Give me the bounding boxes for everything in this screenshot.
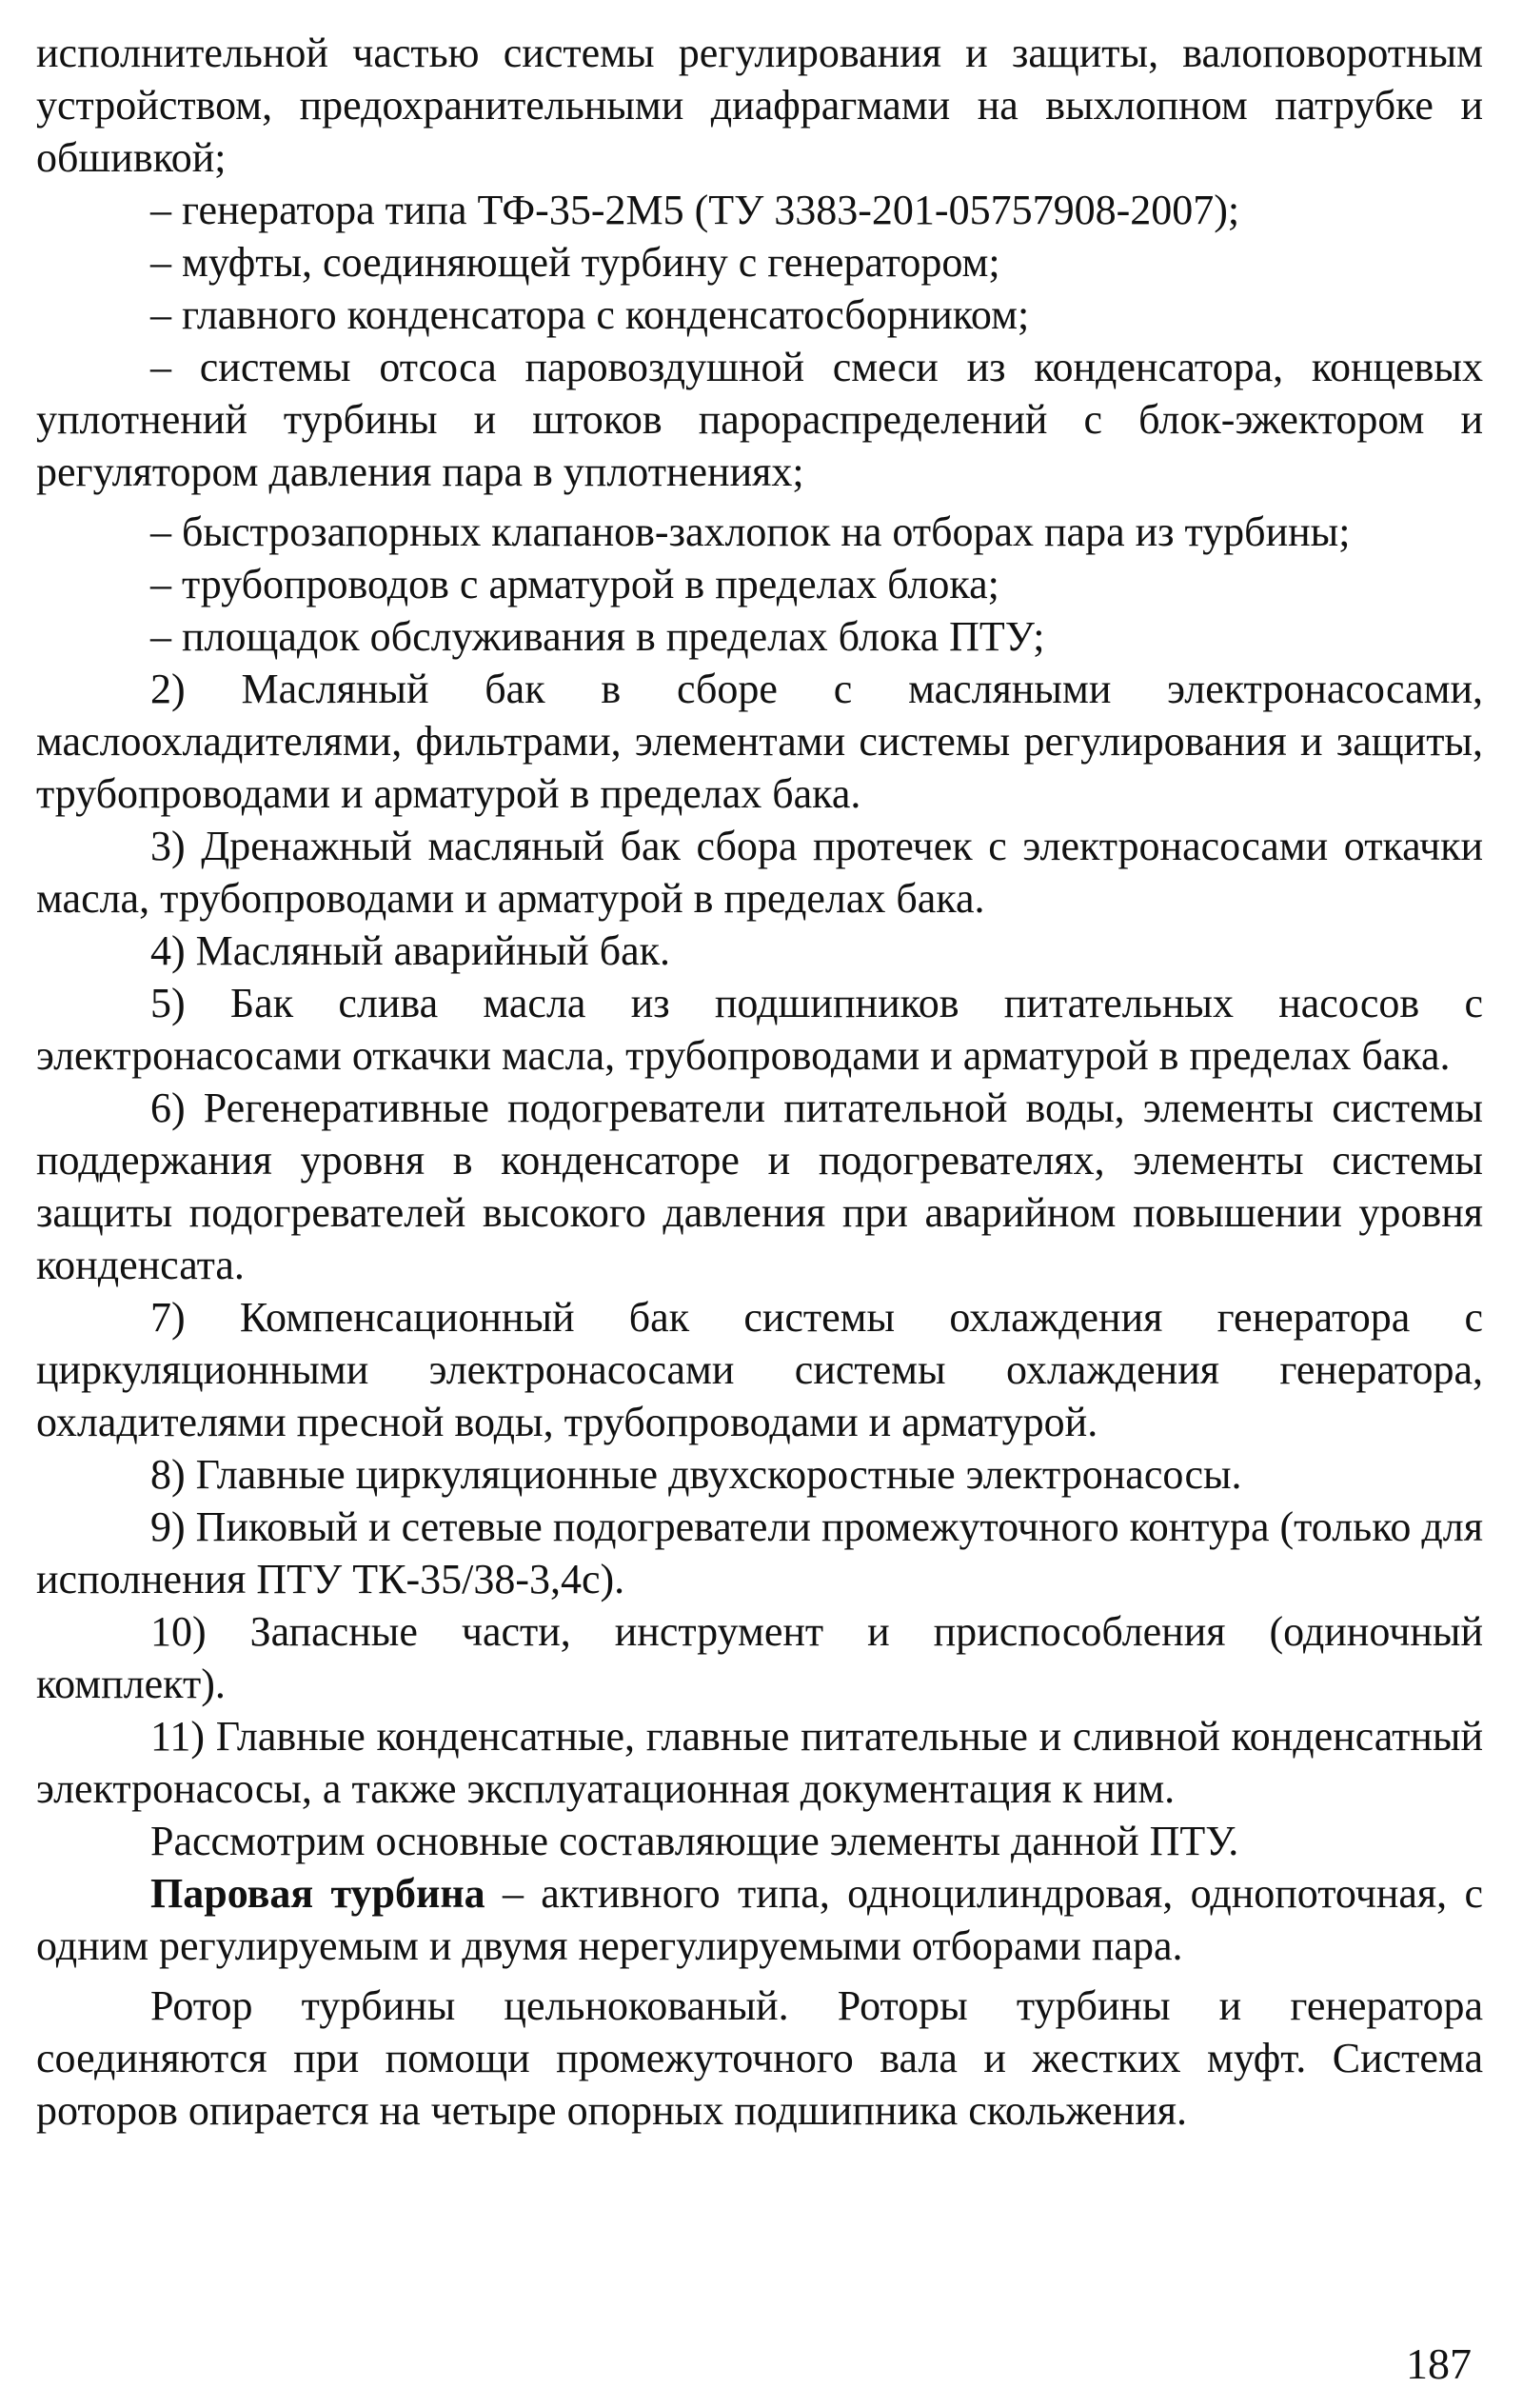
list-item: – муфты, соединяющей турбину с генератором; [150,239,1000,286]
numbered-item: 2) Масляный бак в сборе с масляными электронасосами, маслоохладителями, фильтрами, элементами системы регулирования и защиты, трубопроводами и арматурой в пределах бака. [36,666,1483,817]
numbered-item: 4) Масляный аварийный бак. [150,927,670,974]
numbered-item: 11) Главные конденсатные, главные питательные и сливной конденсатный электронасосы, а также эксплуатационная документация к ним. [36,1713,1483,1812]
numbered-item: 5) Бак слива масла из подшипников питательных насосов с электронасосами откачки масла, трубопроводами и арматурой в пределах бака. [36,980,1483,1079]
numbered-item: 8) Главные циркуляционные двухскоростные электронасосы. [150,1451,1242,1498]
list-item: – трубопроводов с арматурой в пределах блока; [150,561,999,607]
document-page [36,27,1483,2388]
paragraph: Рассмотрим основные составляющие элементы данной ПТУ. [150,1818,1239,1864]
paragraph: исполнительной частью системы регулирования и защиты, валоповоротным устройством, предохранительными диафрагмами на выхлопном патрубке и обшивкой; [36,30,1483,181]
list-item: – системы отсоса паровоздушной смеси из конденсатора, концевых уплотнений турбины и штоков парораспределений с блок-эжектором и регулятором давления пара в уплотнениях; [36,344,1483,495]
numbered-item: 9) Пиковый и сетевые подогреватели промежуточного контура (только для исполнения ПТУ ТК-35/38-3,4с). [36,1503,1483,1602]
paragraph: Паровая турбина – активного типа, одноцилиндровая, однопоточная, с одним регулируемым и двумя нерегулируемыми отборами пара. [36,1870,1483,1969]
list-item: – площадок обслуживания в пределах блока ПТУ; [150,613,1045,660]
page-number: 187 [1406,2339,1472,2388]
numbered-item: 7) Компенсационный бак системы охлаждения генератора с циркуляционными электронасосами системы охлаждения генератора, охладителями пресной воды, трубопроводами и арматурой. [36,1294,1483,1445]
numbered-item: 10) Запасные части, инструмент и приспособления (одиночный комплект). [36,1608,1483,1707]
list-item: – быстрозапорных клапанов-захлопок на отборах пара из турбины; [150,508,1351,555]
numbered-item: 6) Регенеративные подогреватели питательной воды, элементы системы поддержания уровня в конденсаторе и подогревателях, элементы системы защиты подогревателей высокого давления при аварийном повышении уровня конденсата. [36,1085,1483,1288]
list-item: – генератора типа ТФ-35-2М5 (ТУ 3383-201-05757908-2007); [150,187,1240,233]
list-item: – главного конденсатора с конденсатосборником; [150,291,1030,338]
numbered-item: 3) Дренажный масляный бак сбора протечек с электронасосами откачки масла, трубопроводами и арматурой в пределах бака. [36,823,1483,922]
paragraph: Ротор турбины цельнокованый. Роторы турбины и генератора соединяются при помощи промежуточного вала и жестких муфт. Система роторов опирается на четыре опорных подшипника скольжения. [36,1982,1483,2134]
bold-term: Паровая турбина [150,1870,485,1917]
